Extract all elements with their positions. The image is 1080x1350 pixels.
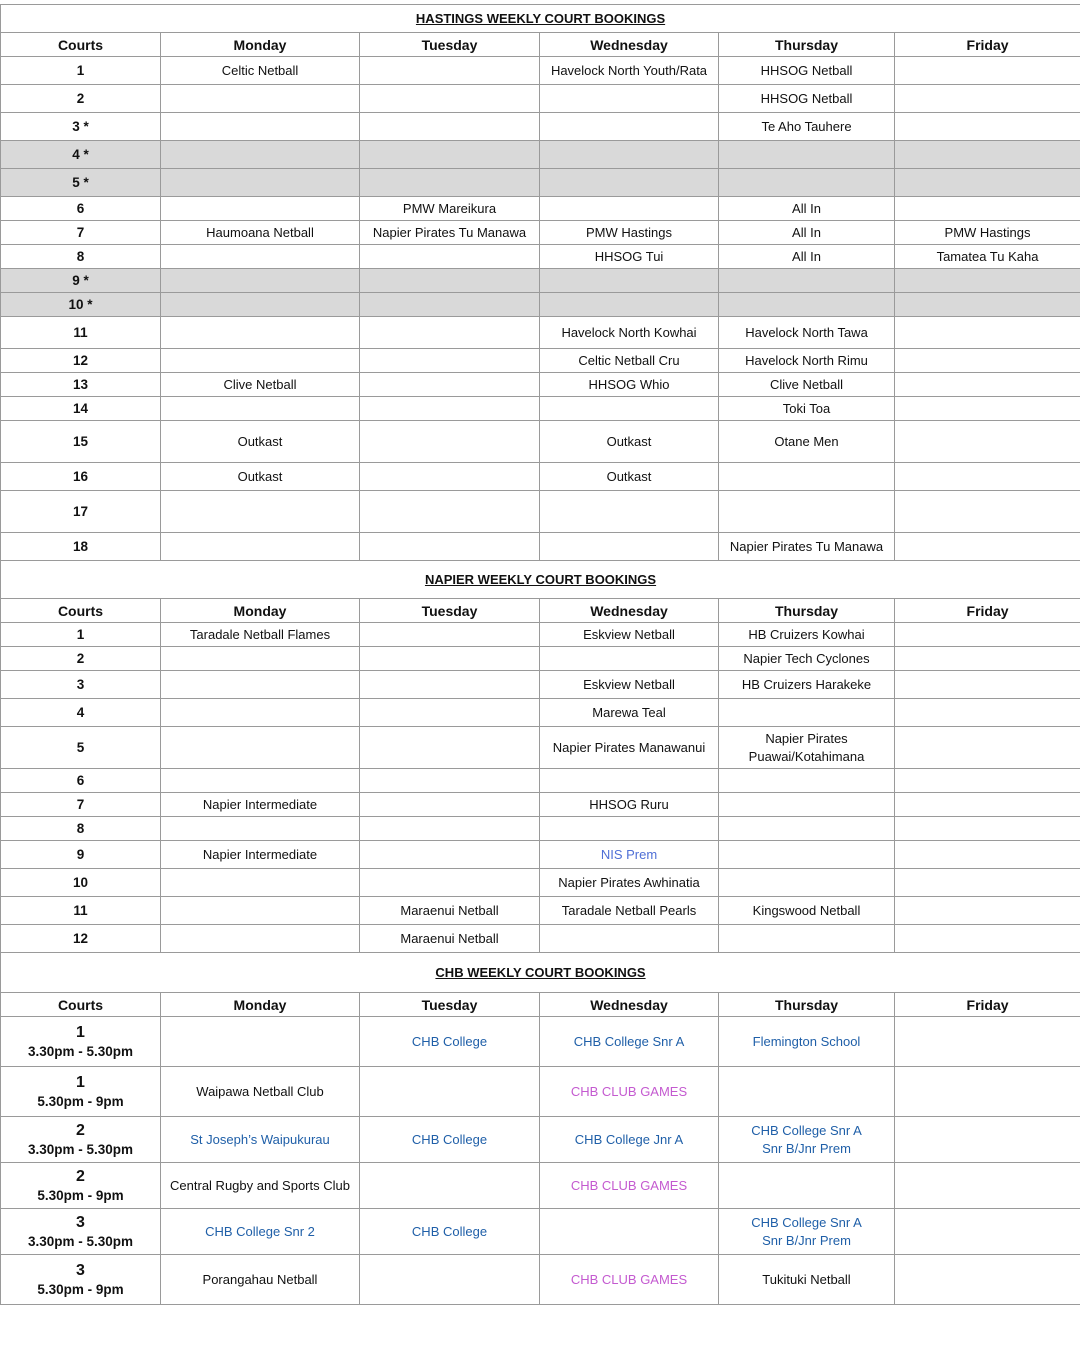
booking-cell-friday [895, 1255, 1080, 1305]
court-cell: 7 [1, 793, 161, 817]
hastings-court-row [1, 421, 1080, 463]
hastings-court-row [1, 373, 1080, 397]
booking-cell-friday: Tamatea Tu Kaha [895, 245, 1080, 269]
booking-cell-thursday [719, 141, 895, 169]
booking-cell-wednesday [540, 769, 719, 793]
court-cell [1, 1255, 161, 1305]
booking-cell-wednesday: NIS Prem [540, 841, 719, 869]
hastings-court-row [1, 397, 1080, 421]
booking-cell-tuesday [360, 841, 540, 869]
hastings-court-row [1, 221, 1080, 245]
booking-cell-wednesday: HHSOG Tui [540, 245, 719, 269]
booking-cell-monday [161, 1017, 360, 1067]
booking-cell-tuesday [360, 1163, 540, 1209]
booking-cell-tuesday [360, 373, 540, 397]
court-time: 3.30pm - 5.30pm [27, 1233, 134, 1249]
booking-cell-friday [895, 1117, 1080, 1163]
booking-cell-tuesday: CHB College [360, 1017, 540, 1067]
booking-cell-tuesday [360, 113, 540, 141]
booking-cell-friday [895, 491, 1080, 533]
booking-cell-monday [161, 397, 360, 421]
chb-header-thursday: Thursday [719, 993, 895, 1017]
hastings-court-row [1, 57, 1080, 85]
booking-cell-friday [895, 141, 1080, 169]
napier-title-row [1, 561, 1080, 599]
court-cell: 18 [1, 533, 161, 561]
booking-cell-thursday [719, 1117, 895, 1163]
chb-court-row [1, 1163, 1080, 1209]
chb-header-row [1, 993, 1080, 1017]
court-cell [1, 1067, 161, 1117]
booking-cell-thursday: Kingswood Netball [719, 897, 895, 925]
booking-cell-thursday: HB Cruizers Kowhai [719, 623, 895, 647]
booking-cell-wednesday [540, 1209, 719, 1255]
court-cell: 6 [1, 769, 161, 793]
booking-cell-wednesday: HHSOG Ruru [540, 793, 719, 817]
napier-court-row [1, 817, 1080, 841]
hastings-court-row [1, 269, 1080, 293]
booking-cell-friday [895, 1209, 1080, 1255]
booking-cell-monday [161, 533, 360, 561]
booking-cell-thursday [719, 793, 895, 817]
booking-cell-monday [161, 869, 360, 897]
court-cell: 10 [1, 869, 161, 897]
booking-cell-thursday [719, 869, 895, 897]
court-cell: 12 [1, 925, 161, 953]
booking-cell-tuesday [360, 293, 540, 317]
booking-cell-friday [895, 317, 1080, 349]
napier-court-row [1, 793, 1080, 817]
booking-cell-thursday [719, 769, 895, 793]
court-time: 3.30pm - 5.30pm [27, 1043, 134, 1059]
napier-court-row [1, 647, 1080, 671]
booking-cell-thursday: HHSOG Netball [719, 85, 895, 113]
booking-cell-tuesday [360, 671, 540, 699]
booking-cell-friday [895, 293, 1080, 317]
court-cell: 8 [1, 245, 161, 269]
booking-cell-thursday: Te Aho Tauhere [719, 113, 895, 141]
booking-cell-wednesday: Eskview Netball [540, 623, 719, 647]
court-cell: 4 * [1, 141, 161, 169]
booking-cell-friday [895, 869, 1080, 897]
booking-cell-monday: Taradale Netball Flames [161, 623, 360, 647]
booking-cell-wednesday: Marewa Teal [540, 699, 719, 727]
booking-cell-thursday: Havelock North Rimu [719, 349, 895, 373]
booking-cell-wednesday [540, 925, 719, 953]
booking-cell-monday [161, 293, 360, 317]
booking-cell-tuesday [360, 869, 540, 897]
booking-cell-friday [895, 623, 1080, 647]
booking-cell-monday: Napier Intermediate [161, 793, 360, 817]
booking-cell-monday [161, 769, 360, 793]
booking-cell-tuesday: Napier Pirates Tu Manawa [360, 221, 540, 245]
booking-cell-monday [161, 197, 360, 221]
booking-line: Snr B/Jnr Prem [762, 1232, 851, 1248]
chb-court-row [1, 1209, 1080, 1255]
booking-cell-friday [895, 397, 1080, 421]
booking-cell-wednesday [540, 269, 719, 293]
booking-cell-monday [161, 169, 360, 197]
booking-cell-tuesday [360, 817, 540, 841]
booking-cell-wednesday: CHB College Jnr A [540, 1117, 719, 1163]
napier-header-row [1, 599, 1080, 623]
booking-cell-thursday: Tukituki Netball [719, 1255, 895, 1305]
court-cell: 7 [1, 221, 161, 245]
booking-cell-monday: Clive Netball [161, 373, 360, 397]
court-cell: 2 [1, 85, 161, 113]
booking-cell-friday [895, 85, 1080, 113]
booking-cell-monday [161, 817, 360, 841]
booking-cell-friday [895, 699, 1080, 727]
booking-cell-wednesday: Napier Pirates Manawanui [540, 727, 719, 769]
hastings-header-tuesday: Tuesday [360, 33, 540, 57]
booking-cell-tuesday [360, 317, 540, 349]
court-cell: 9 [1, 841, 161, 869]
booking-cell-wednesday: Outkast [540, 463, 719, 491]
booking-cell-monday [161, 85, 360, 113]
booking-cell-thursday: Clive Netball [719, 373, 895, 397]
booking-cell-wednesday [540, 491, 719, 533]
court-cell: 10 * [1, 293, 161, 317]
court-cell [1, 1117, 161, 1163]
booking-cell-tuesday: Maraenui Netball [360, 897, 540, 925]
booking-cell-friday [895, 463, 1080, 491]
booking-cell-thursday: All In [719, 245, 895, 269]
booking-cell-friday [895, 817, 1080, 841]
hastings-court-row [1, 463, 1080, 491]
court-number: 1 [76, 1073, 85, 1091]
booking-line: Puawai/Kotahimana [748, 748, 865, 764]
hastings-header-row [1, 33, 1080, 57]
napier-court-row [1, 769, 1080, 793]
booking-cell-wednesday [540, 397, 719, 421]
booking-cell-friday [895, 769, 1080, 793]
booking-cell-friday [895, 269, 1080, 293]
booking-cell-monday [161, 699, 360, 727]
booking-cell-thursday [719, 463, 895, 491]
court-cell: 5 * [1, 169, 161, 197]
booking-cell-monday: Porangahau Netball [161, 1255, 360, 1305]
court-cell: 4 [1, 699, 161, 727]
hastings-header-wednesday: Wednesday [540, 33, 719, 57]
booking-cell-tuesday [360, 349, 540, 373]
hastings-court-row [1, 317, 1080, 349]
booking-cell-wednesday: CHB CLUB GAMES [540, 1163, 719, 1209]
napier-court-row [1, 699, 1080, 727]
booking-cell-tuesday: Maraenui Netball [360, 925, 540, 953]
hastings-court-row [1, 349, 1080, 373]
booking-cell-monday: Outkast [161, 421, 360, 463]
court-cell: 12 [1, 349, 161, 373]
hastings-court-row [1, 85, 1080, 113]
booking-cell-tuesday [360, 141, 540, 169]
court-number: 3 [76, 1261, 85, 1279]
booking-cell-thursday: HB Cruizers Harakeke [719, 671, 895, 699]
booking-cell-monday [161, 491, 360, 533]
court-cell: 3 * [1, 113, 161, 141]
hastings-court-row [1, 245, 1080, 269]
booking-cell-tuesday [360, 623, 540, 647]
chb-court-row [1, 1017, 1080, 1067]
court-cell: 15 [1, 421, 161, 463]
booking-cell-thursday: Napier Tech Cyclones [719, 647, 895, 671]
chb-section-title: CHB WEEKLY COURT BOOKINGS [1, 953, 1080, 993]
booking-cell-monday: Celtic Netball [161, 57, 360, 85]
booking-cell-friday [895, 727, 1080, 769]
napier-court-row [1, 925, 1080, 953]
booking-cell-friday [895, 533, 1080, 561]
booking-cell-monday: Outkast [161, 463, 360, 491]
booking-cell-monday [161, 897, 360, 925]
hastings-header-thursday: Thursday [719, 33, 895, 57]
court-cell: 16 [1, 463, 161, 491]
court-cell: 3 [1, 671, 161, 699]
booking-cell-tuesday [360, 397, 540, 421]
booking-cell-friday: PMW Hastings [895, 221, 1080, 245]
napier-court-row [1, 727, 1080, 769]
chb-title-row [1, 953, 1080, 993]
court-cell: 5 [1, 727, 161, 769]
booking-cell-wednesday: Celtic Netball Cru [540, 349, 719, 373]
booking-cell-thursday [719, 817, 895, 841]
booking-cell-wednesday: PMW Hastings [540, 221, 719, 245]
booking-cell-thursday [719, 699, 895, 727]
court-cell: 2 [1, 647, 161, 671]
hastings-court-row [1, 197, 1080, 221]
napier-court-row [1, 897, 1080, 925]
booking-cell-tuesday [360, 269, 540, 293]
booking-cell-thursday [719, 1209, 895, 1255]
booking-cell-monday: Haumoana Netball [161, 221, 360, 245]
booking-cell-thursday: All In [719, 221, 895, 245]
booking-cell-thursday [719, 1163, 895, 1209]
booking-cell-friday [895, 421, 1080, 463]
napier-court-row [1, 869, 1080, 897]
booking-cell-wednesday [540, 647, 719, 671]
napier-header-friday: Friday [895, 599, 1080, 623]
court-cell: 9 * [1, 269, 161, 293]
booking-cell-tuesday [360, 769, 540, 793]
booking-cell-friday [895, 1163, 1080, 1209]
booking-cell-monday [161, 269, 360, 293]
booking-cell-thursday [719, 491, 895, 533]
booking-cell-wednesday [540, 533, 719, 561]
chb-header-tuesday: Tuesday [360, 993, 540, 1017]
booking-cell-tuesday [360, 793, 540, 817]
booking-cell-monday: Napier Intermediate [161, 841, 360, 869]
hastings-court-row [1, 533, 1080, 561]
booking-cell-friday [895, 113, 1080, 141]
court-cell: 11 [1, 897, 161, 925]
court-cell: 8 [1, 817, 161, 841]
booking-cell-friday [895, 671, 1080, 699]
court-cell [1, 1209, 161, 1255]
booking-cell-tuesday [360, 647, 540, 671]
booking-cell-monday [161, 671, 360, 699]
booking-cell-friday [895, 1017, 1080, 1067]
booking-cell-wednesday [540, 169, 719, 197]
hastings-court-row [1, 113, 1080, 141]
booking-cell-friday [895, 57, 1080, 85]
hastings-court-row [1, 169, 1080, 197]
chb-header-courts: Courts [1, 993, 161, 1017]
booking-cell-thursday: Toki Toa [719, 397, 895, 421]
chb-header-monday: Monday [161, 993, 360, 1017]
booking-line: Snr B/Jnr Prem [762, 1140, 851, 1156]
court-time: 5.30pm - 9pm [37, 1187, 124, 1203]
court-time: 5.30pm - 9pm [37, 1093, 124, 1109]
booking-cell-thursday [719, 1067, 895, 1117]
hastings-court-row [1, 293, 1080, 317]
hastings-header-friday: Friday [895, 33, 1080, 57]
booking-cell-tuesday [360, 85, 540, 113]
booking-cell-tuesday [360, 421, 540, 463]
booking-cell-tuesday: PMW Mareikura [360, 197, 540, 221]
booking-cell-tuesday [360, 1067, 540, 1117]
napier-header-courts: Courts [1, 599, 161, 623]
booking-cell-tuesday [360, 1255, 540, 1305]
booking-cell-wednesday: Taradale Netball Pearls [540, 897, 719, 925]
booking-cell-monday [161, 925, 360, 953]
napier-section-title: NAPIER WEEKLY COURT BOOKINGS [1, 561, 1080, 599]
hastings-section-title: HASTINGS WEEKLY COURT BOOKINGS [1, 5, 1080, 33]
booking-cell-wednesday: CHB CLUB GAMES [540, 1067, 719, 1117]
booking-cell-thursday: Napier Pirates Tu Manawa [719, 533, 895, 561]
booking-cell-monday [161, 727, 360, 769]
booking-cell-tuesday [360, 463, 540, 491]
booking-cell-wednesday [540, 85, 719, 113]
booking-cell-wednesday: HHSOG Whio [540, 373, 719, 397]
hastings-title-row [1, 5, 1080, 33]
court-bookings-table [0, 4, 1080, 1305]
booking-cell-friday [895, 647, 1080, 671]
booking-cell-tuesday [360, 169, 540, 197]
booking-cell-friday [895, 373, 1080, 397]
booking-cell-wednesday: Napier Pirates Awhinatia [540, 869, 719, 897]
booking-line: CHB College Snr A [751, 1122, 862, 1138]
booking-cell-wednesday [540, 113, 719, 141]
booking-cell-monday [161, 141, 360, 169]
court-cell [1, 1163, 161, 1209]
court-time: 5.30pm - 9pm [37, 1281, 124, 1297]
booking-cell-thursday [719, 169, 895, 197]
booking-cell-tuesday [360, 245, 540, 269]
booking-cell-friday [895, 169, 1080, 197]
hastings-court-row [1, 491, 1080, 533]
booking-cell-wednesday: CHB College Snr A [540, 1017, 719, 1067]
court-cell: 1 [1, 57, 161, 85]
court-time: 3.30pm - 5.30pm [27, 1141, 134, 1157]
court-cell [1, 1017, 161, 1067]
chb-court-row [1, 1255, 1080, 1305]
chb-header-wednesday: Wednesday [540, 993, 719, 1017]
napier-header-tuesday: Tuesday [360, 599, 540, 623]
booking-cell-wednesday: Eskview Netball [540, 671, 719, 699]
booking-cell-monday [161, 317, 360, 349]
booking-cell-monday: St Joseph’s Waipukurau [161, 1117, 360, 1163]
booking-cell-thursday [719, 925, 895, 953]
booking-cell-wednesday [540, 197, 719, 221]
booking-cell-monday [161, 245, 360, 269]
booking-cell-tuesday: CHB College [360, 1209, 540, 1255]
booking-cell-monday: Waipawa Netball Club [161, 1067, 360, 1117]
hastings-header-monday: Monday [161, 33, 360, 57]
court-cell: 14 [1, 397, 161, 421]
booking-line: Napier Pirates [765, 730, 848, 746]
chb-court-row [1, 1067, 1080, 1117]
court-number: 2 [76, 1167, 85, 1185]
booking-cell-monday [161, 647, 360, 671]
booking-cell-wednesday [540, 293, 719, 317]
booking-cell-monday [161, 349, 360, 373]
hastings-header-courts: Courts [1, 33, 161, 57]
booking-cell-wednesday: Outkast [540, 421, 719, 463]
booking-cell-monday: Central Rugby and Sports Club [161, 1163, 360, 1209]
booking-cell-thursday: HHSOG Netball [719, 57, 895, 85]
booking-cell-tuesday [360, 57, 540, 85]
booking-cell-friday [895, 197, 1080, 221]
booking-cell-wednesday [540, 817, 719, 841]
napier-court-row [1, 671, 1080, 699]
booking-cell-friday [895, 1067, 1080, 1117]
booking-cell-tuesday [360, 533, 540, 561]
bookings-body [1, 5, 1080, 1305]
booking-cell-tuesday [360, 491, 540, 533]
booking-cell-tuesday: CHB College [360, 1117, 540, 1163]
booking-cell-thursday: Flemington School [719, 1017, 895, 1067]
booking-cell-tuesday [360, 699, 540, 727]
chb-court-row [1, 1117, 1080, 1163]
court-cell: 11 [1, 317, 161, 349]
booking-cell-thursday [719, 727, 895, 769]
booking-cell-friday [895, 793, 1080, 817]
booking-cell-thursday: Otane Men [719, 421, 895, 463]
chb-header-friday: Friday [895, 993, 1080, 1017]
napier-court-row [1, 841, 1080, 869]
napier-header-thursday: Thursday [719, 599, 895, 623]
booking-cell-friday [895, 925, 1080, 953]
napier-header-wednesday: Wednesday [540, 599, 719, 623]
booking-cell-thursday: All In [719, 197, 895, 221]
booking-line: CHB College Snr A [751, 1214, 862, 1230]
booking-cell-thursday [719, 269, 895, 293]
court-number: 1 [76, 1023, 85, 1041]
booking-cell-wednesday: Havelock North Youth/Rata [540, 57, 719, 85]
booking-cell-tuesday [360, 727, 540, 769]
booking-cell-thursday [719, 293, 895, 317]
booking-cell-wednesday [540, 141, 719, 169]
court-cell: 17 [1, 491, 161, 533]
booking-cell-friday [895, 841, 1080, 869]
court-number: 3 [76, 1213, 85, 1231]
booking-cell-wednesday: CHB CLUB GAMES [540, 1255, 719, 1305]
booking-cell-wednesday: Havelock North Kowhai [540, 317, 719, 349]
booking-cell-thursday: Havelock North Tawa [719, 317, 895, 349]
booking-cell-thursday [719, 841, 895, 869]
booking-cell-monday [161, 113, 360, 141]
court-cell: 1 [1, 623, 161, 647]
court-cell: 13 [1, 373, 161, 397]
court-cell: 6 [1, 197, 161, 221]
napier-court-row [1, 623, 1080, 647]
hastings-court-row [1, 141, 1080, 169]
court-number: 2 [76, 1121, 85, 1139]
napier-header-monday: Monday [161, 599, 360, 623]
booking-cell-monday: CHB College Snr 2 [161, 1209, 360, 1255]
booking-cell-friday [895, 897, 1080, 925]
booking-cell-friday [895, 349, 1080, 373]
